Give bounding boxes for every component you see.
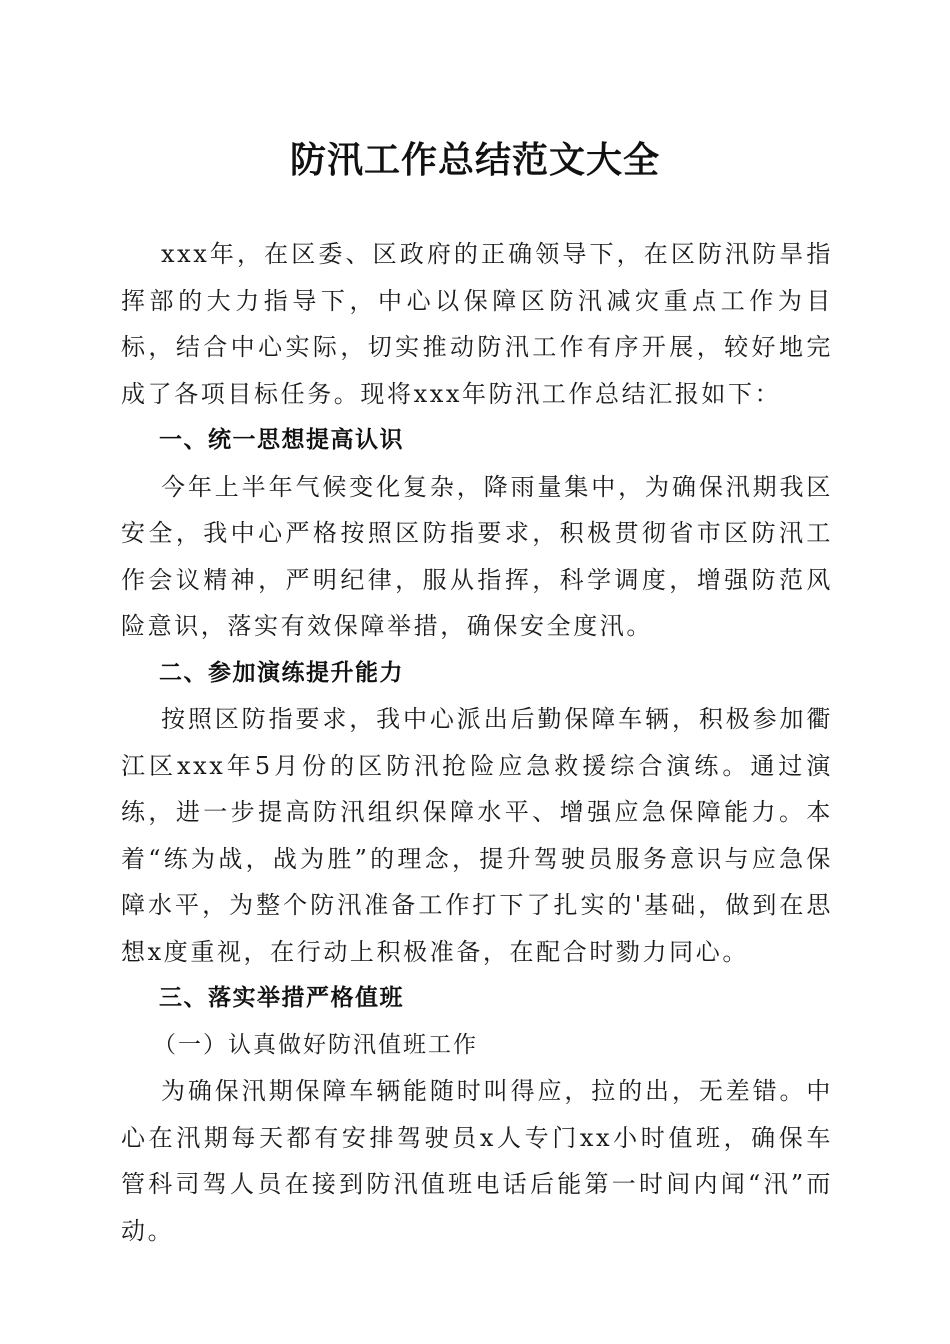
- section-1-heading: 一、统一思想提高认识: [159, 427, 404, 453]
- section-3-sub-1-paragraph: 为确保汛期保障车辆能随时叫得应，拉的出，无差错。中心在汛期每天都有安排驾驶员x人专门xx小时值班，确保车管科司驾人员在接到防汛值班电话后能第一时间内闻“汛”而动。: [121, 1077, 833, 1245]
- section-1-paragraph: 今年上半年气候变化复杂，降雨量集中，为确保汛期我区安全，我中心严格按照区防指要求，积极贯彻省市区防汛工作会议精神，严明纪律，服从指挥，科学调度，增强防范风险意识，落实有效保障举措，确保安全度汛。: [121, 472, 833, 640]
- section-3-heading: 三、落实举措严格值班: [159, 985, 404, 1011]
- section-3-subheading-1: （一）认真做好防汛值班工作: [153, 1031, 478, 1058]
- document-body: [121, 231, 833, 1254]
- section-2-paragraph: 按照区防指要求，我中心派出后勤保障车辆，积极参加衢江区xxx年5月份的区防汛抢险应急救援综合演练。通过演练，进一步提高防汛组织保障水平、增强应急保障能力。本着“练为战，战为胜”的理念，提升驾驶员服务意识与应急保障水平，为整个防汛准备工作打下了扎实的'基础，做到在思想x度重视，在行动上积极准备，在配合时勠力同心。: [121, 705, 833, 966]
- document-title: 防汛工作总结范文大全: [289, 139, 660, 181]
- section-2-heading: 二、参加演练提升能力: [159, 659, 404, 686]
- intro-paragraph: xxx年，在区委、区政府的正确领导下，在区防汛防旱指挥部的大力指导下，中心以保障区防汛减灾重点工作为目标，结合中心实际，切实推动防汛工作有序开展，较好地完成了各项目标任务。现将xxx年防汛工作总结汇报如下：: [121, 240, 833, 408]
